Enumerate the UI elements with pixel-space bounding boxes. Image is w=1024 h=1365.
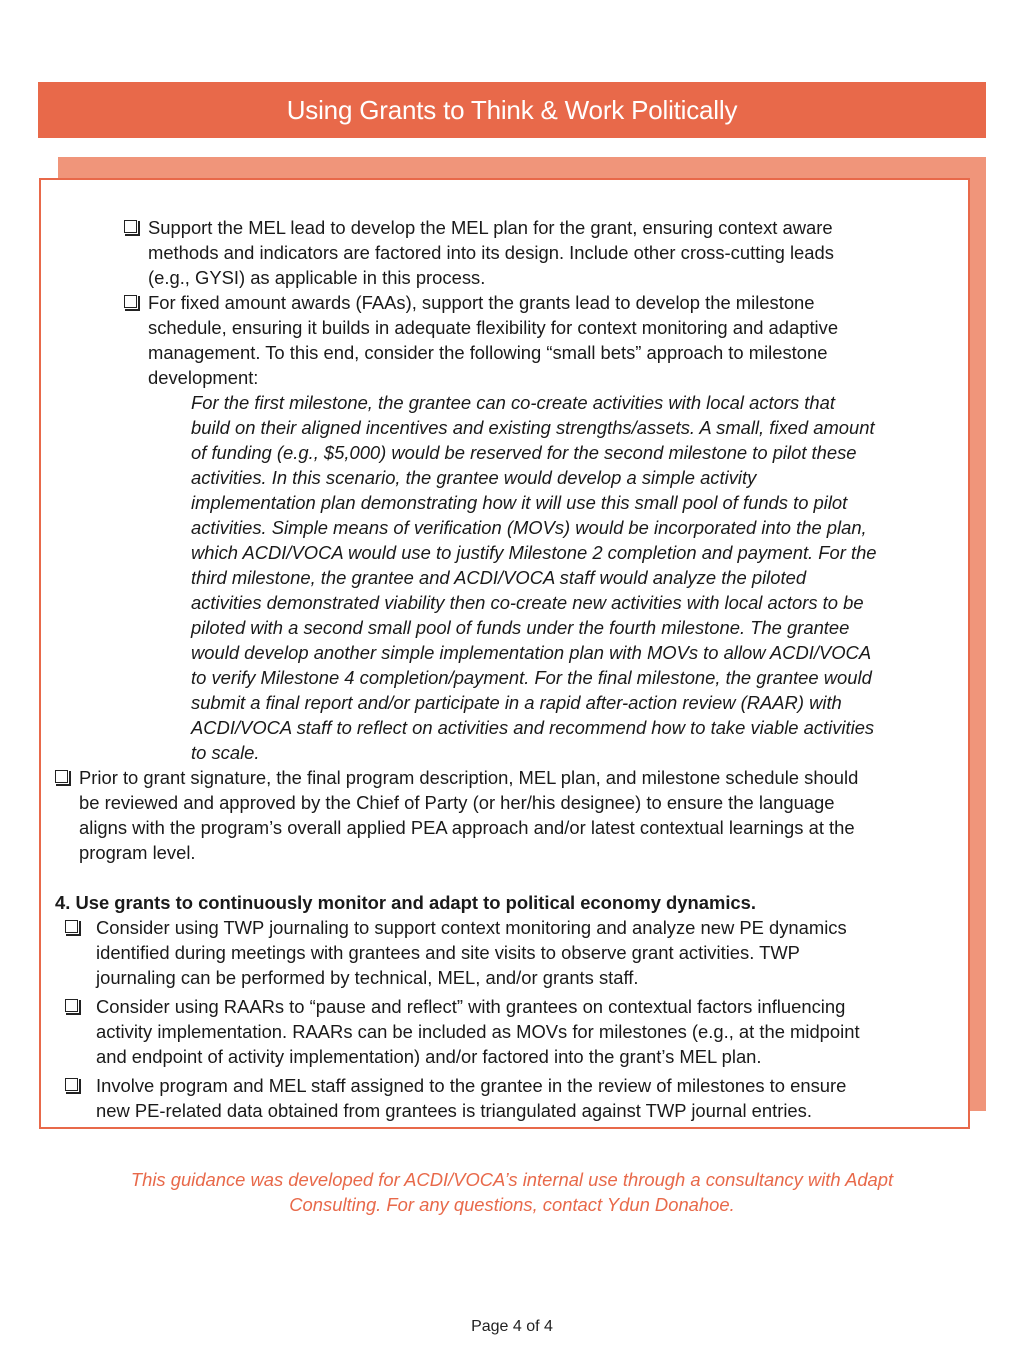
small-bets-line: activities. In this scenario, the grantee would develop a simple activity <box>191 467 757 488</box>
checkbox-icon <box>124 295 137 308</box>
small-bets-line: ACDI/VOCA staff to reflect on activities and recommend how to take viable activities <box>191 717 875 738</box>
small-bets-line: to verify Milestone 4 completion/payment. For the final milestone, the grantee would <box>191 667 872 688</box>
small-bets-line: build on their aligned incentives and existing strengths/assets. A small, fixed amount <box>191 417 875 438</box>
checkbox-icon <box>65 999 78 1012</box>
small-bets-line: For the first milestone, the grantee can co-create activities with local actors that <box>191 392 835 413</box>
checkbox-icon <box>65 920 78 933</box>
bullet-journaling-line-2: identified during meetings with grantees and site visits to observe grant activities. TWP <box>96 942 800 963</box>
small-bets-line: submit a final report and/or participate in a rapid after-action review (RAAR) with <box>191 692 842 713</box>
bullet-involve-line-2: new PE-related data obtained from grantees is triangulated against TWP journal entries. <box>96 1100 812 1121</box>
small-bets-line: of funding (e.g., $5,000) would be reserved for the second milestone to pilot these <box>191 442 857 463</box>
small-bets-line: piloted with a second small pool of funds under the fourth milestone. The grantee <box>191 617 850 638</box>
bullet-raars-line-3: and endpoint of activity implementation) and/or factored into the grant’s MEL plan. <box>96 1046 762 1067</box>
checkbox-icon <box>124 220 137 233</box>
bullet-faa-line-1: For fixed amount awards (FAAs), support the grants lead to develop the milestone <box>148 292 815 313</box>
bullet-signature-line-1: Prior to grant signature, the final program description, MEL plan, and milestone schedule should <box>79 767 859 788</box>
page-number: Page 4 of 4 <box>471 1318 553 1335</box>
bullet-journaling-line-3: journaling can be performed by technical, MEL, and/or grants staff. <box>96 967 639 988</box>
bullet-raars-line-2: activity implementation. RAARs can be included as MOVs for milestones (e.g., at the midpoint <box>96 1021 860 1042</box>
section-heading: 4. Use grants to continuously monitor and adapt to political economy dynamics. <box>55 892 756 913</box>
page-title: Using Grants to Think & Work Politically <box>286 94 738 125</box>
bullet-signature-line-3: aligns with the program’s overall applied PEA approach and/or latest contextual learnings at the <box>79 817 855 838</box>
bullet-mel-line-3: (e.g., GYSI) as applicable in this process. <box>148 267 486 288</box>
checkbox-icon <box>65 1078 78 1091</box>
checkbox-icon <box>55 770 68 783</box>
small-bets-line: would develop another simple implementation plan with MOVs to allow ACDI/VOCA <box>191 642 872 663</box>
footer-note-line-1: This guidance was developed for ACDI/VOCA’s internal use through a consultancy with Adapt <box>130 1169 894 1190</box>
footer-note-line-2: Consulting. For any questions, contact Ydun Donahoe. <box>289 1194 735 1215</box>
small-bets-line: implementation plan demonstrating how it will use this small pool of funds to pilot <box>191 492 848 513</box>
small-bets-line: third milestone, the grantee and ACDI/VOCA staff would analyze the piloted <box>191 567 807 588</box>
bullet-mel-line-1: Support the MEL lead to develop the MEL plan for the grant, ensuring context aware <box>148 217 833 238</box>
bullet-journaling-line-1: Consider using TWP journaling to support context monitoring and analyze new PE dynamics <box>96 917 847 938</box>
bullet-involve-line-1: Involve program and MEL staff assigned to the grantee in the review of milestones to ensure <box>96 1075 847 1096</box>
bullet-faa-line-3: management. To this end, consider the following “small bets” approach to milestone <box>148 342 828 363</box>
small-bets-line: activities demonstrated viability then co-create new activities with local actors to be <box>191 592 864 613</box>
bullet-raars-line-1: Consider using RAARs to “pause and reflect” with grantees on contextual factors influencing <box>96 996 846 1017</box>
bullet-faa-line-4: development: <box>148 367 259 388</box>
small-bets-line: activities. Simple means of verification (MOVs) would be incorporated into the plan, <box>191 517 867 538</box>
small-bets-line: to scale. <box>191 742 260 763</box>
small-bets-line: which ACDI/VOCA would use to justify Milestone 2 completion and payment. For the <box>191 542 877 563</box>
bullet-mel-line-2: methods and indicators are factored into its design. Include other cross-cutting leads <box>148 242 834 263</box>
bullet-faa-line-2: schedule, ensuring it builds in adequate flexibility for context monitoring and adaptive <box>148 317 839 338</box>
bullet-signature-line-4: program level. <box>79 842 196 863</box>
bullet-signature-line-2: be reviewed and approved by the Chief of Party (or her/his designee) to ensure the language <box>79 792 835 813</box>
header-banner <box>38 82 986 138</box>
